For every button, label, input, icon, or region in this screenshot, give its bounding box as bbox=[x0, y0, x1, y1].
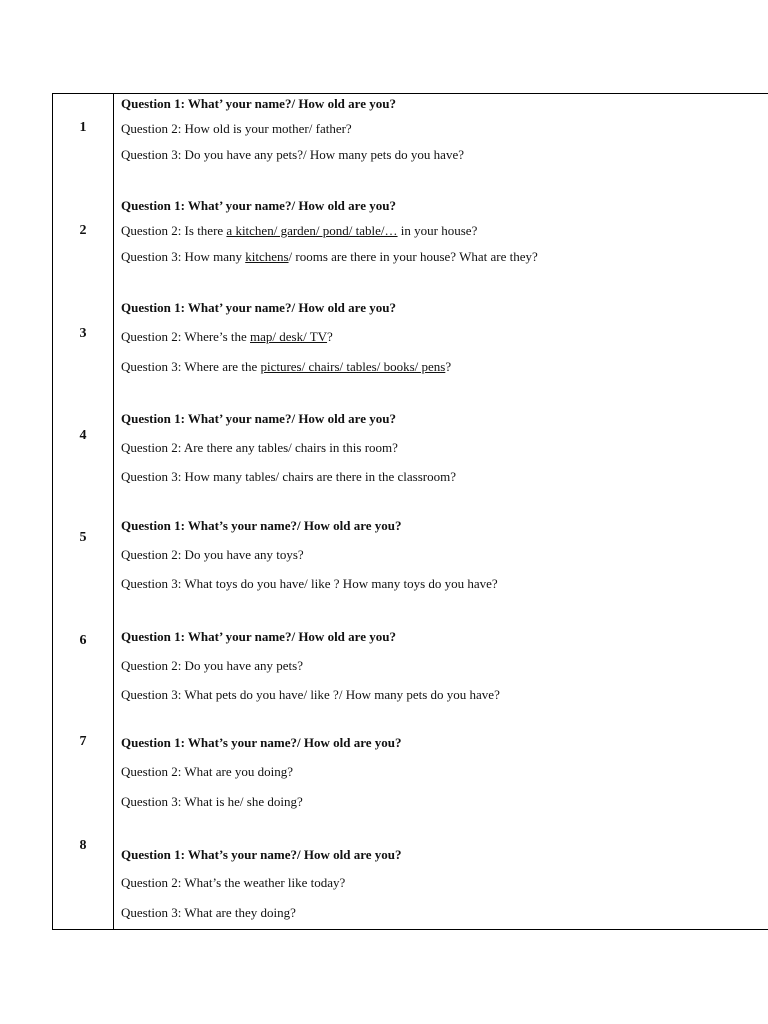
question-1: Question 1: What’ your name?/ How old are you? bbox=[121, 411, 396, 426]
question-1: Question 1: What’ your name?/ How old are you? bbox=[121, 96, 396, 111]
row-number: 6 bbox=[79, 633, 87, 648]
row-number: 2 bbox=[79, 223, 87, 238]
row-number: 1 bbox=[79, 120, 87, 135]
question-2: Question 2: Where’s the map/ desk/ TV? bbox=[121, 329, 333, 344]
question-1: Question 1: What’ your name?/ How old are you? bbox=[121, 300, 396, 315]
column-divider bbox=[113, 94, 114, 929]
question-3: Question 3: Do you have any pets?/ How many pets do you have? bbox=[121, 147, 464, 162]
question-1: Question 1: What’s your name?/ How old are you? bbox=[121, 847, 402, 862]
question-2: Question 2: What’s the weather like today? bbox=[121, 875, 346, 890]
question-2: Question 2: Is there a kitchen/ garden/ pond/ table/… in your house? bbox=[121, 223, 478, 238]
question-2: Question 2: How old is your mother/ father? bbox=[121, 121, 352, 136]
question-1: Question 1: What’s your name?/ How old are you? bbox=[121, 735, 402, 750]
row-number: 8 bbox=[79, 838, 87, 853]
question-table bbox=[52, 93, 768, 930]
question-3: Question 3: Where are the pictures/ chairs/ tables/ books/ pens? bbox=[121, 359, 452, 374]
question-3: Question 3: What pets do you have/ like ?/ How many pets do you have? bbox=[121, 687, 500, 702]
row-number: 3 bbox=[79, 326, 87, 341]
question-2: Question 2: Are there any tables/ chairs in this room? bbox=[121, 440, 398, 455]
question-3: Question 3: How many kitchens/ rooms are there in your house? What are they? bbox=[121, 249, 538, 264]
row-number: 4 bbox=[79, 428, 87, 443]
question-1: Question 1: What’ your name?/ How old are you? bbox=[121, 629, 396, 644]
question-1: Question 1: What’s your name?/ How old are you? bbox=[121, 518, 402, 533]
question-2: Question 2: Do you have any toys? bbox=[121, 547, 304, 562]
question-3: Question 3: What is he/ she doing? bbox=[121, 794, 303, 809]
question-2: Question 2: Do you have any pets? bbox=[121, 658, 303, 673]
question-3: Question 3: What toys do you have/ like ? How many toys do you have? bbox=[121, 576, 498, 591]
question-3: Question 3: What are they doing? bbox=[121, 905, 296, 920]
question-2: Question 2: What are you doing? bbox=[121, 764, 293, 779]
row-number: 7 bbox=[79, 734, 87, 749]
question-1: Question 1: What’ your name?/ How old are you? bbox=[121, 198, 396, 213]
row-number: 5 bbox=[79, 530, 87, 545]
question-3: Question 3: How many tables/ chairs are there in the classroom? bbox=[121, 469, 457, 484]
